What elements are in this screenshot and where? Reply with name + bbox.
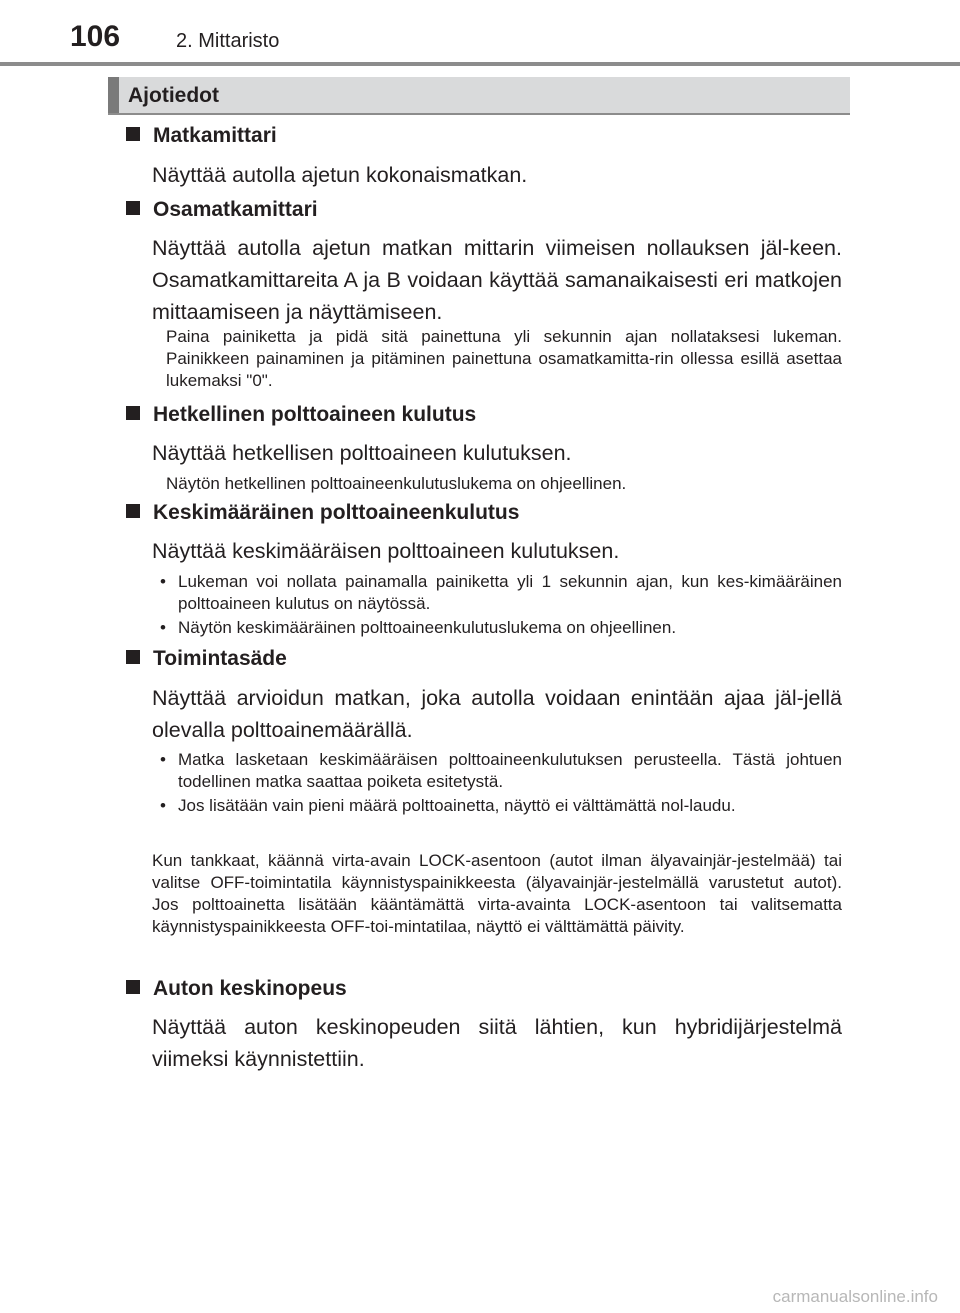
- item-heading-instant-fuel: [126, 403, 476, 427]
- square-bullet-icon: [126, 406, 140, 420]
- item-heading-average-fuel: [126, 501, 519, 525]
- heading-text: Osamatkamittari: [153, 198, 318, 221]
- bullet-text: Jos lisätään vain pieni määrä polttoainetta, näyttö ei välttämättä nol-laudu.: [178, 796, 736, 815]
- heading-text: Auton keskinopeus: [153, 977, 347, 1000]
- heading-text: Toimintasäde: [153, 647, 287, 670]
- square-bullet-icon: [126, 201, 140, 215]
- item-description: Näyttää hetkellisen polttoaineen kulutuksen.: [152, 441, 572, 465]
- item-heading-odometer: [126, 124, 277, 148]
- item-heading-average-speed: [126, 977, 347, 1001]
- heading-text: Matkamittari: [153, 124, 277, 147]
- bullet-text: Näytön keskimääräinen polttoaineenkulutuslukema on ohjeellinen.: [178, 618, 677, 637]
- chapter-title: 2. Mittaristo: [176, 30, 280, 52]
- item-heading-range: [126, 647, 287, 671]
- square-bullet-icon: [126, 980, 140, 994]
- heading-text: Hetkellinen polttoaineen kulutus: [153, 403, 477, 426]
- bullet-item: • Matka lasketaan keskimääräisen polttoaineenkulutuksen perusteella. Tästä johtuen todellinen matka saattaa poiketa esitetystä.: [160, 750, 842, 791]
- item-note: Paina painiketta ja pidä sitä painettuna yli sekunnin ajan nollataksesi lukeman. Painikkeen painaminen ja pitäminen painettuna osamatkamitta-rin ollessa esillä asettaa lukemaksi "0".: [166, 327, 842, 390]
- item-description: Näyttää autolla ajetun kokonaismatkan.: [152, 163, 528, 187]
- item-description: Näyttää arvioidun matkan, joka autolla voidaan enintään ajaa jäl-jellä olevalla polttoainemäärällä.: [152, 686, 842, 742]
- header-divider: [0, 62, 960, 66]
- section-accent: [108, 77, 119, 113]
- item-description: Näyttää auton keskinopeuden siitä lähtien, kun hybridijärjestelmä viimeksi käynnistettiin.: [152, 1015, 842, 1071]
- section-title: Ajotiedot: [128, 84, 219, 107]
- refuel-note-paragraph: Kun tankkaat, käännä virta-avain LOCK-asentoon (autot ilman älyavainjär-jestelmää) tai valitse OFF-toimintatila käynnistyspainikkeesta (älyavainjär-jestelmällä varustetut autot). Jos polttoainetta lisätään kääntämättä virta-avainta LOCK-asentoon tai valitsematta käynnistyspainikkeesta OFF-toi-mintatilaa, näyttö ei välttämättä päivity.: [152, 851, 842, 936]
- bullet-text: Matka lasketaan keskimääräisen polttoaineenkulutuksen perusteella. Tästä johtuen todellinen matka saattaa poiketa esitetystä.: [178, 750, 842, 791]
- square-bullet-icon: [126, 127, 140, 141]
- item-note: Näytön hetkellinen polttoaineenkulutuslukema on ohjeellinen.: [166, 474, 627, 493]
- page-number: 106: [70, 20, 121, 53]
- item-heading-trip-meter: [126, 198, 318, 222]
- item-description: Näyttää keskimääräisen polttoaineen kulutuksen.: [152, 539, 620, 563]
- bullet-item: • Lukeman voi nollata painamalla painiketta yli 1 sekunnin ajan, kun kes-kimääräinen polttoaineen kulutus on näytössä.: [160, 572, 842, 613]
- bullet-item: • Näytön keskimääräinen polttoaineenkulutuslukema on ohjeellinen.: [160, 618, 677, 637]
- item-description: Näyttää autolla ajetun matkan mittarin viimeisen nollauksen jäl-keen. Osamatkamittareita A ja B voidaan käyttää samanaikaisesti eri matkojen mittaamiseen ja näyttämiseen.: [152, 236, 842, 324]
- bullet-text: Lukeman voi nollata painamalla painiketta yli 1 sekunnin ajan, kun kes-kimääräinen polttoaineen kulutus on näytössä.: [178, 572, 842, 613]
- section-title-bar: [108, 77, 850, 115]
- watermark: carmanualsonline.info: [772, 1287, 938, 1306]
- square-bullet-icon: [126, 504, 140, 518]
- heading-text: Keskimääräinen polttoaineenkulutus: [153, 501, 520, 524]
- square-bullet-icon: [126, 650, 140, 664]
- page-header: [0, 0, 960, 62]
- bullet-item: • Jos lisätään vain pieni määrä polttoainetta, näyttö ei välttämättä nol-laudu.: [160, 796, 736, 815]
